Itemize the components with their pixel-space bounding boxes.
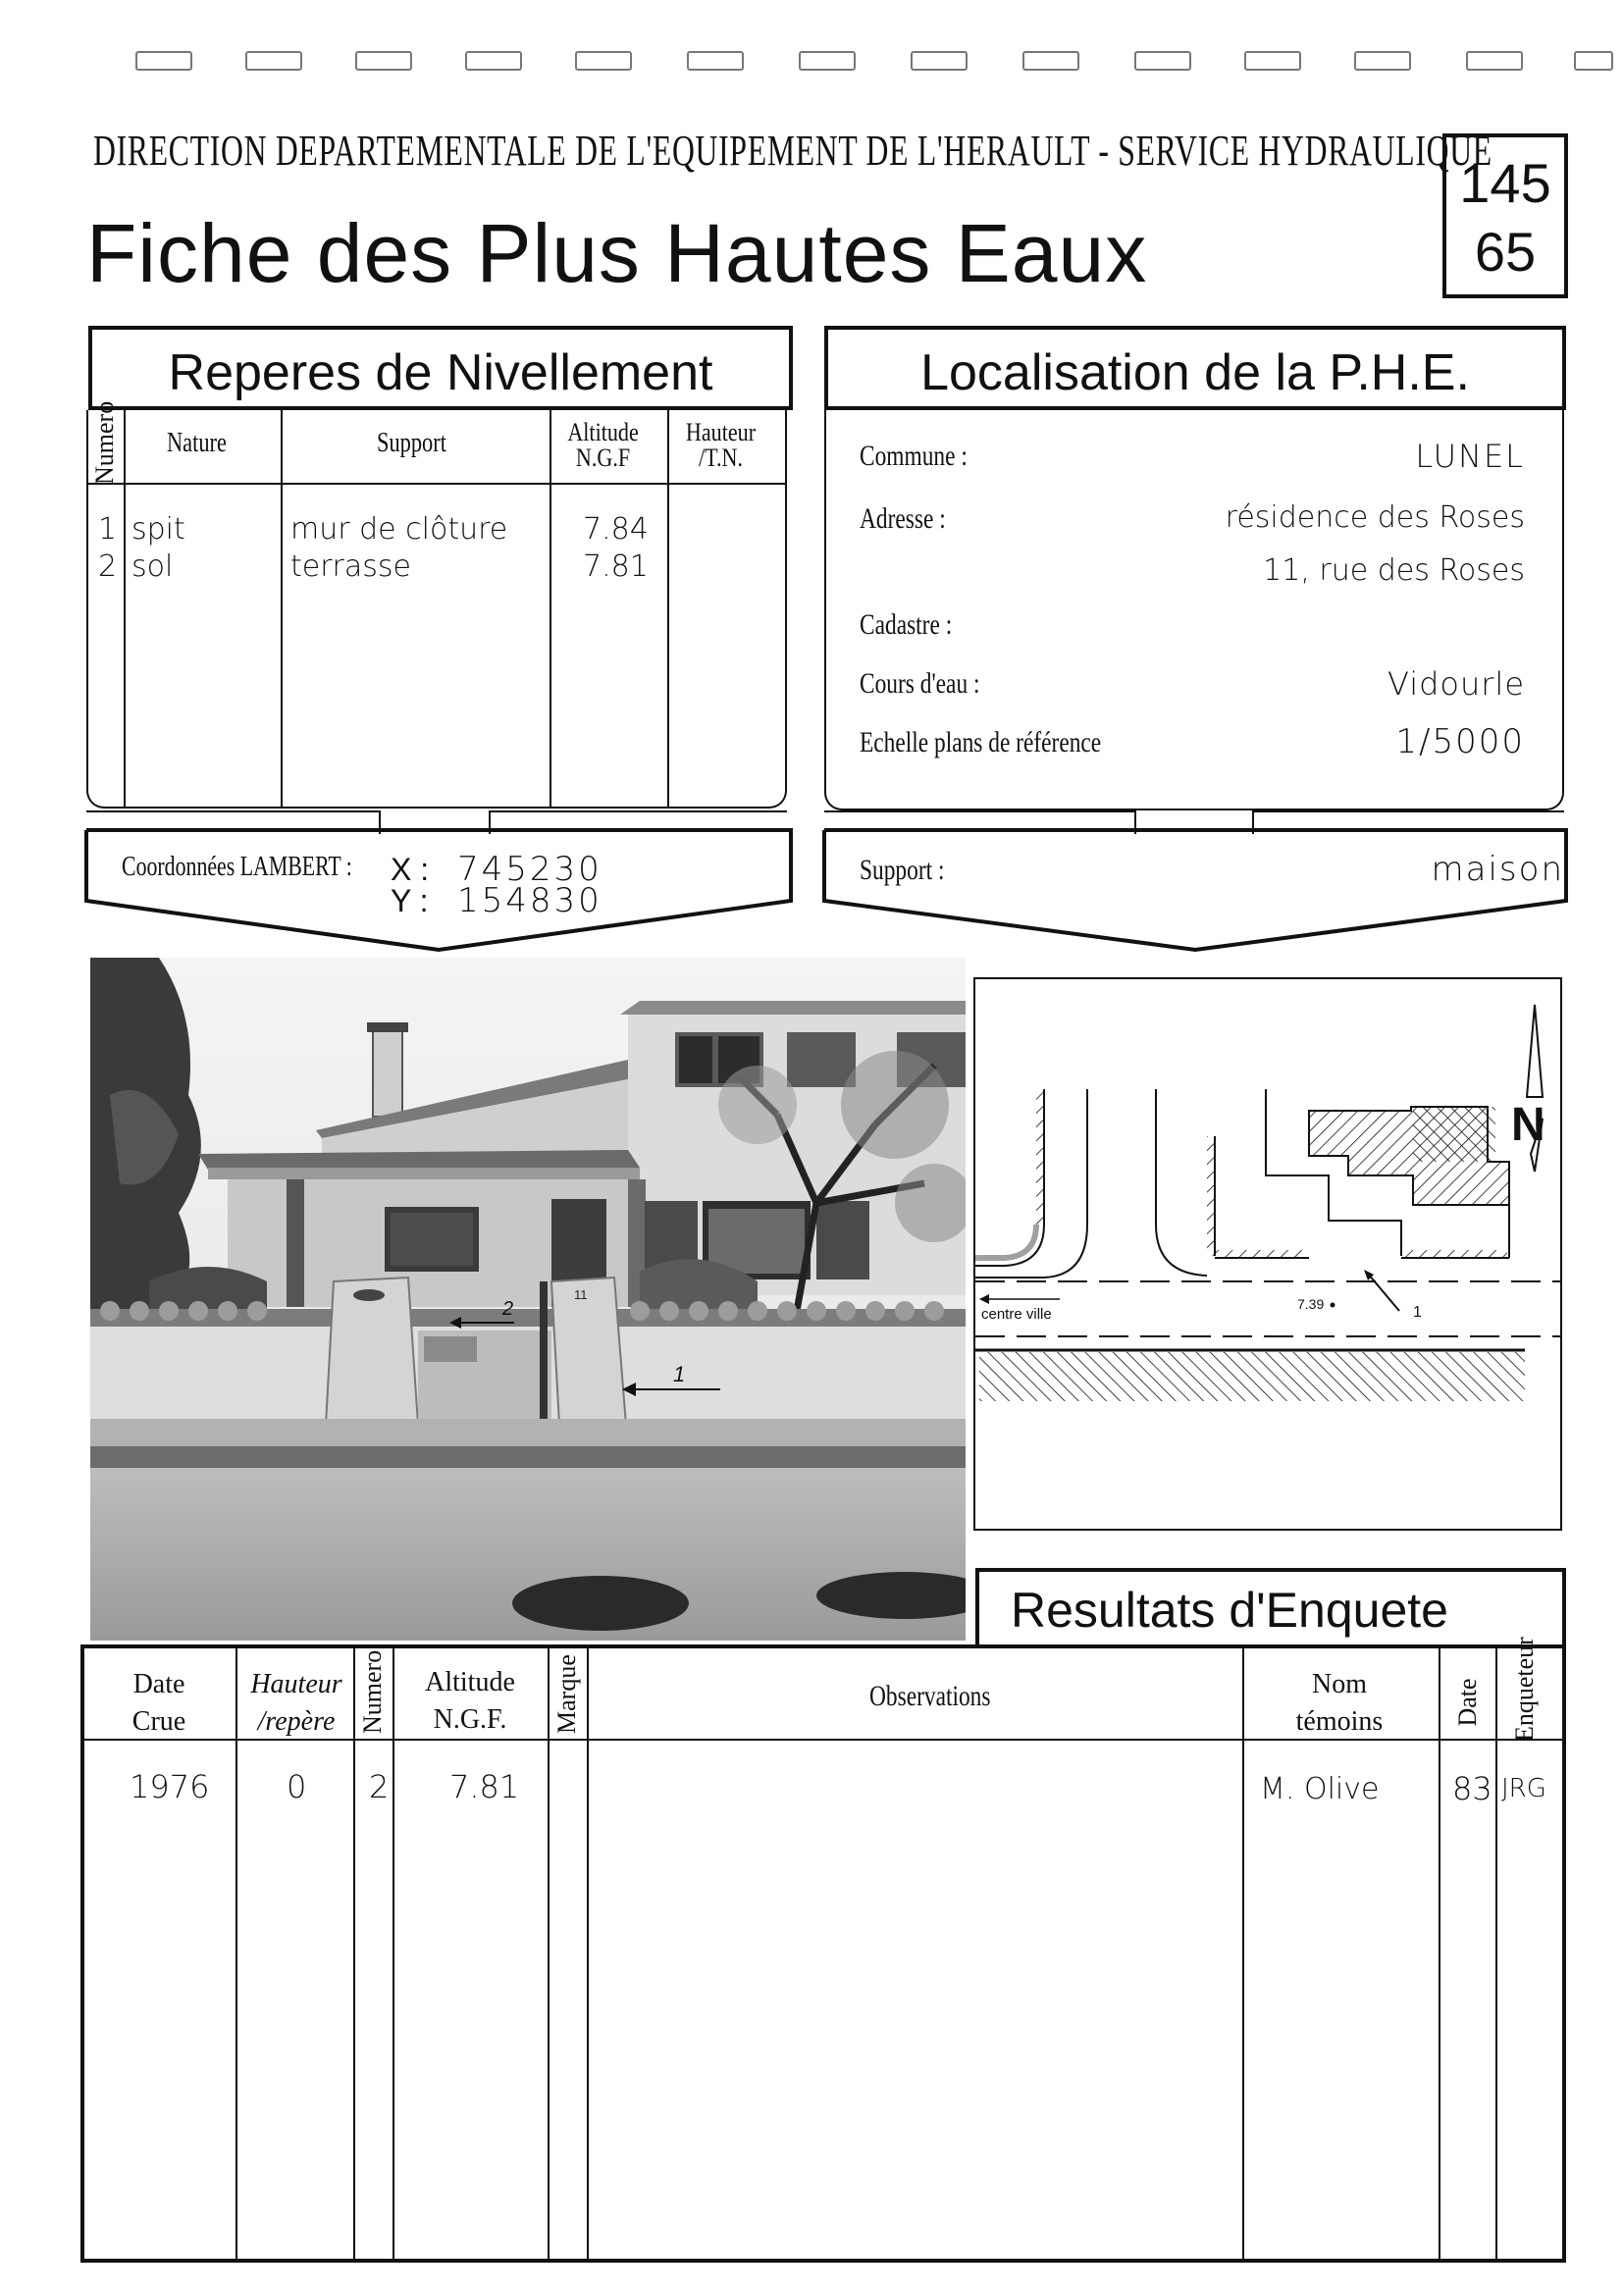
- col-date-crue: Date Crue: [131, 1669, 186, 1737]
- col-enqueteur: Enqueteur: [1510, 1637, 1539, 1742]
- photo-house-number: 11: [574, 1287, 588, 1302]
- commune-value: LUNEL: [1415, 438, 1525, 475]
- col-marque: Marque: [552, 1654, 581, 1734]
- row-nom-temoin: M. Olive: [1260, 1772, 1380, 1806]
- col-numero: Numero: [358, 1649, 387, 1734]
- map-centre-ville: centre ville: [981, 1306, 1052, 1323]
- reperes-row-support: mur de clôture: [290, 512, 508, 547]
- reperes-row-nature: spit: [131, 512, 185, 547]
- coord-x-value: 745230: [457, 850, 602, 889]
- reperes-row-numero: 2: [98, 549, 118, 584]
- support-banner: [820, 826, 1570, 954]
- map-elevation: 7.39: [1297, 1296, 1325, 1312]
- support-value: maison: [1431, 850, 1564, 889]
- cours-eau-label: Cours d'eau :: [860, 667, 980, 700]
- reperes-col-hauteur: Hauteur /T.N.: [685, 418, 757, 472]
- page-title: Fiche des Plus Hautes Eaux: [86, 207, 1148, 299]
- sheet-code-bottom: 65: [1474, 221, 1537, 283]
- row-date-crue: 1976: [130, 1768, 210, 1805]
- coord-x-label: X :: [391, 852, 430, 887]
- reperes-row-nature: sol: [131, 549, 174, 584]
- col-observations: Observations: [869, 1680, 991, 1712]
- resultats-heading-box: [975, 1568, 1566, 1648]
- coord-y-value: 154830: [457, 881, 602, 920]
- adresse-label: Adresse :: [860, 502, 946, 535]
- sheet-code-top: 145: [1459, 152, 1551, 214]
- reperes-row-numero: 1: [98, 512, 118, 547]
- map-marker-1: 1: [1413, 1304, 1422, 1321]
- cours-eau-value: Vidourle: [1387, 665, 1525, 703]
- row-altitude: 7.81: [449, 1768, 520, 1805]
- col-altitude: Altitude N.G.F.: [425, 1667, 515, 1735]
- localisation-heading: Localisation de la P.H.E.: [920, 344, 1470, 401]
- reperes-col-altitude: Altitude N.G.F: [567, 418, 639, 472]
- support-label: Support :: [860, 854, 945, 886]
- photo-marker-1: 1: [673, 1362, 686, 1386]
- row-numero: 2: [369, 1768, 390, 1805]
- adresse-line-2: 11, rue des Roses: [1263, 553, 1525, 588]
- cadastre-label: Cadastre :: [860, 608, 953, 641]
- agency-header: DIRECTION DEPARTEMENTALE DE L'EQUIPEMENT DE L'HERAULT - SERVICE HYDRAULIQUE: [93, 127, 1492, 175]
- reperes-row-support: terrasse: [290, 549, 411, 584]
- row-enqueteur: JRG: [1501, 1774, 1546, 1803]
- map-drawing: [975, 979, 1560, 1529]
- localisation-heading-box: [824, 326, 1566, 410]
- reperes-col-numero: Numero: [90, 400, 119, 485]
- reperes-heading-box: [88, 326, 793, 410]
- row-hauteur: 0: [287, 1768, 307, 1805]
- site-photo: [90, 958, 966, 1641]
- north-indicator: N: [1511, 1099, 1545, 1151]
- sheet-code-box: [1442, 133, 1568, 298]
- coords-banner: [82, 826, 795, 954]
- commune-label: Commune :: [860, 440, 968, 472]
- reperes-col-support: Support: [377, 428, 446, 458]
- echelle-label: Echelle plans de référence: [860, 726, 1102, 758]
- col-date: Date: [1453, 1678, 1482, 1727]
- coord-y-label: Y :: [391, 883, 429, 918]
- coords-label: Coordonnées LAMBERT :: [122, 852, 352, 882]
- echelle-value: 1/5000: [1395, 722, 1525, 761]
- reperes-heading: Reperes de Nivellement: [168, 344, 713, 401]
- col-nom-temoins: Nom témoins: [1295, 1669, 1384, 1737]
- resultats-heading: Resultats d'Enquete: [1011, 1583, 1448, 1638]
- col-hauteur-repere: Hauteur /repère: [250, 1669, 342, 1737]
- reperes-row-altitude: 7.84: [583, 512, 649, 547]
- reperes-col-nature: Nature: [167, 428, 227, 458]
- photo-marker-2: 2: [502, 1298, 514, 1320]
- row-date: 83: [1452, 1770, 1492, 1807]
- reperes-row-altitude: 7.81: [583, 549, 649, 584]
- adresse-line-1: résidence des Roses: [1225, 500, 1525, 535]
